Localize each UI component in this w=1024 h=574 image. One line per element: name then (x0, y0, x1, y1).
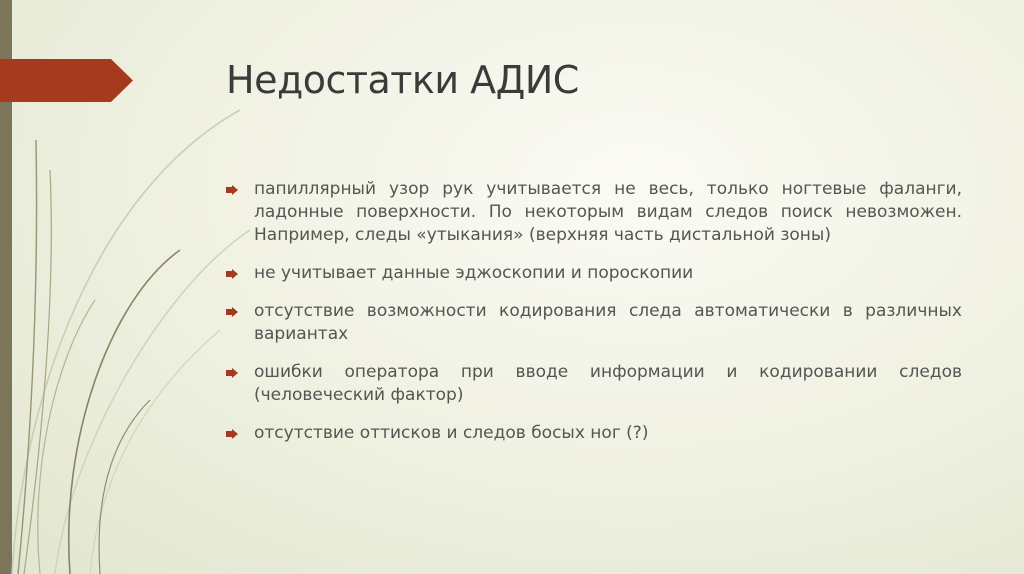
slide-title: Недостатки АДИС (226, 58, 579, 102)
list-item-text: отсутствие оттисков и следов босых ног (?) (254, 423, 649, 443)
arrow-right-bullet-icon (226, 368, 238, 378)
arrow-right-bullet-icon (226, 185, 238, 195)
list-item-text: папиллярный узор рук учитывается не весь, только ногтевые фаланги, ладонные поверхности. По некоторым видам следов поиск невозможен. Например, следы «утыкания» (верхняя часть дистальной зоны) (254, 179, 962, 245)
list-item (226, 262, 962, 285)
arrow-right-bullet-icon (226, 269, 238, 279)
list-item-text: отсутствие возможности кодирования следа автоматически в различных вариантах (254, 301, 962, 344)
list-item (226, 300, 962, 346)
title-arrow-decoration (0, 59, 133, 102)
list-item (226, 178, 962, 247)
list-item (226, 422, 962, 445)
list-item (226, 361, 962, 407)
list-item-text: не учитывает данные эджоскопии и пороскопии (254, 263, 694, 283)
bullet-list (226, 178, 962, 460)
arrow-right-bullet-icon (226, 307, 238, 317)
arrow-right-bullet-icon (226, 429, 238, 439)
list-item-text: ошибки оператора при вводе информации и кодировании следов (человеческий фактор) (254, 362, 962, 405)
